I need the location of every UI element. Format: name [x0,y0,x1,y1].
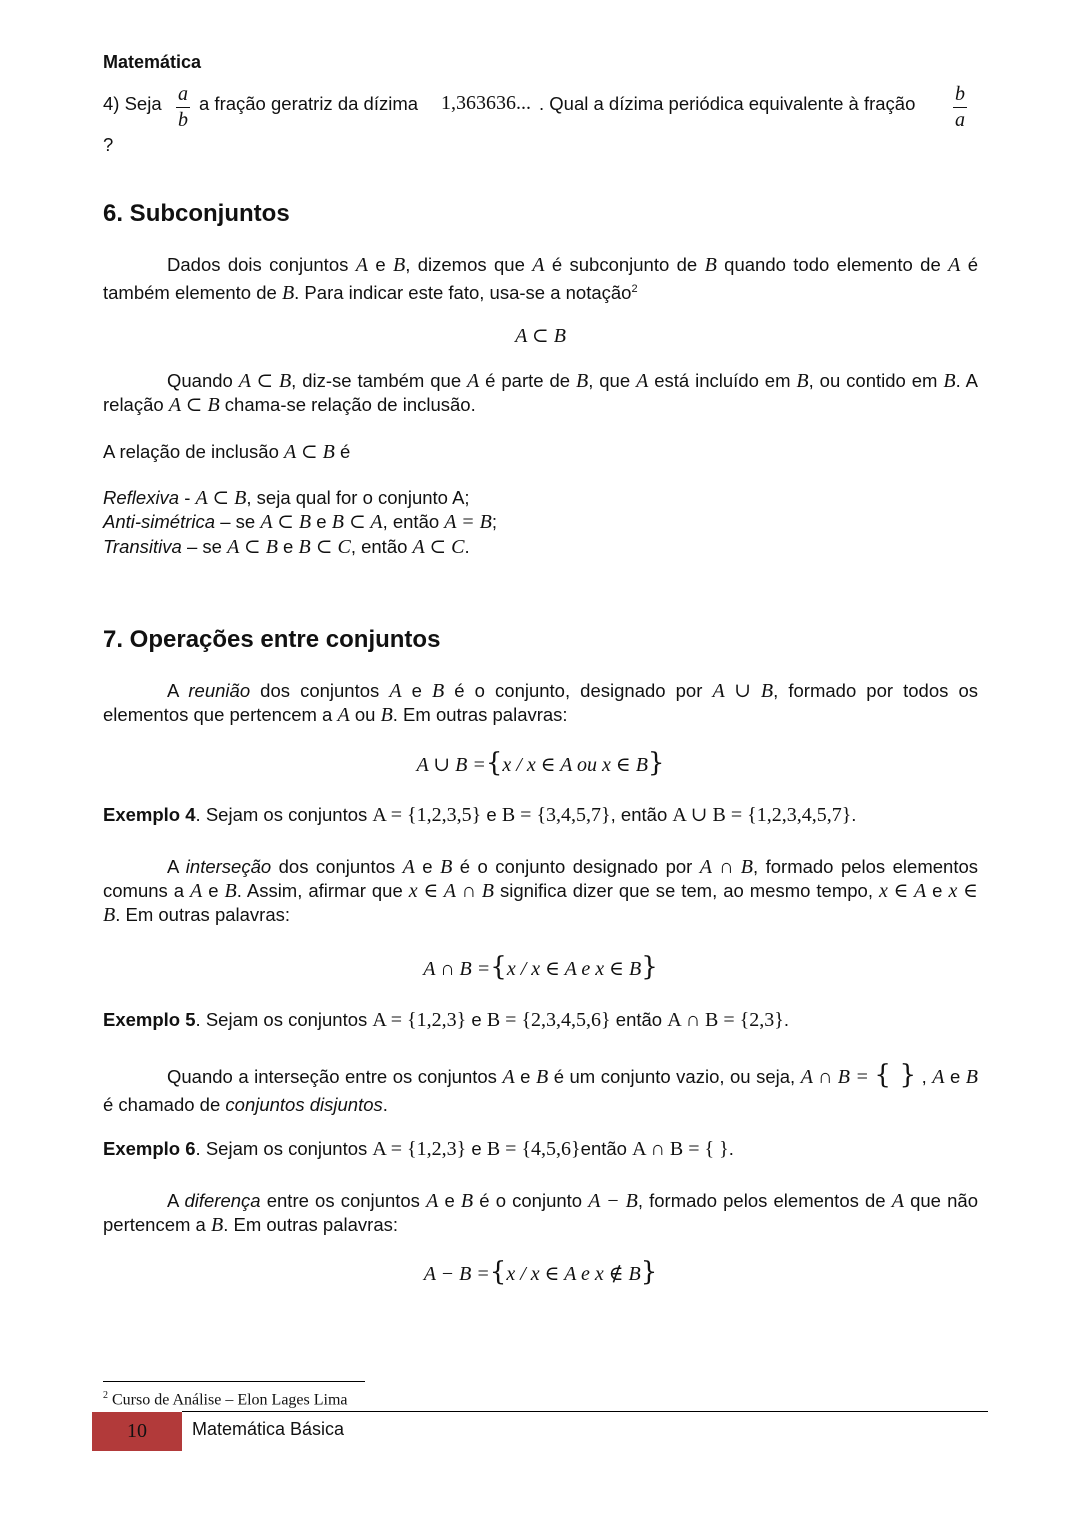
subset-definition: Dados dois conjuntos A e B, dizemos que A é subconjunto de B quando todo elemento de A é também elemento de B. Para indicar este fato, usa-se a notação$^2$ [103,254,978,305]
property-anti-simetrica: Anti-simétrica – se A ⊂ B e B ⊂ A, então A = B; [103,511,498,533]
q4-question-mark: ? [103,134,114,155]
inclusion-paragraph: Quando A ⊂ B, diz-se também que A é parte de B, que A está incluído em B, ou contido em B. A relação A ⊂ B chama-se relação de inclusão. [103,370,978,416]
question-4 [103,84,978,134]
section-6-title: 6. Subconjuntos [103,200,290,227]
example-6: Exemplo 6. Sejam os conjuntos A = {1,2,3} e B = {4,5,6}então A ∩ B = { }. [103,1138,734,1160]
q4-tail: . Qual a dízima periódica equivalente à fração [539,93,916,114]
fraction-b-over-a: b a [955,83,965,131]
footnote: $^2$ Curso de Análise – Elon Lages Lima [103,1390,348,1409]
footnote-divider [103,1381,365,1382]
page-number: 10 [127,1420,147,1442]
property-transitiva: Transitiva – se A ⊂ B e B ⊂ C, então A ⊂ C. [103,536,470,558]
disjoint-definition: Quando a interseção entre os conjuntos A e B é um conjunto vazio, ou seja, A ∩ B = { } , A e B é chamado de conjuntos disjuntos. [103,1060,978,1115]
inclusion-properties-intro: A relação de inclusão A ⊂ B é [103,441,351,463]
q4-lead: 4) Seja [103,93,162,114]
union-formula: A ∪ B ={x / x ∈ A ou x ∈ B} [416,748,665,778]
footer-divider [182,1411,988,1412]
example-5: Exemplo 5. Sejam os conjuntos A = {1,2,3} e B = {2,3,4,5,6} então A ∩ B = {2,3}. [103,1009,789,1031]
example-4: Exemplo 4. Sejam os conjuntos A = {1,2,3,5} e B = {3,4,5,7}, então A ∪ B = {1,2,3,4,5,7}. [103,804,857,826]
section-7-title: 7. Operações entre conjuntos [103,626,441,653]
notation-formula: A ⊂ B [515,325,566,347]
intersection-formula: A ∩ B ={x / x ∈ A e x ∈ B} [423,952,658,982]
q4-mid: a fração geratriz da dízima [199,93,419,114]
running-head: Matemática [103,52,202,72]
q4-decimal: 1,363636... [441,92,531,114]
fraction-a-over-b: a b [178,83,188,131]
footer-title: Matemática Básica [192,1419,345,1439]
property-reflexiva: Reflexiva - A ⊂ B, seja qual for o conjunto A; [103,487,470,509]
difference-definition: A diferença entre os conjuntos A e B é o conjunto A − B, formado pelos elementos de A que não pertencem a B. Em outras palavras: [103,1190,978,1236]
intersection-definition: A interseção dos conjuntos A e B é o conjunto designado por A ∩ B, formado pelos elementos comuns a A e B. Assim, afirmar que x ∈ A ∩ B significa dizer que se tem, ao mesmo tempo, x ∈ A e x ∈ B. Em outras palavras: [103,856,978,926]
difference-formula: A − B ={x / x ∈ A e x ∉ B} [423,1257,658,1287]
union-definition: A reunião dos conjuntos A e B é o conjunto, designado por A ∪ B, formado por todos os elementos que pertencem a A ou B. Em outras palavras: [103,680,978,726]
